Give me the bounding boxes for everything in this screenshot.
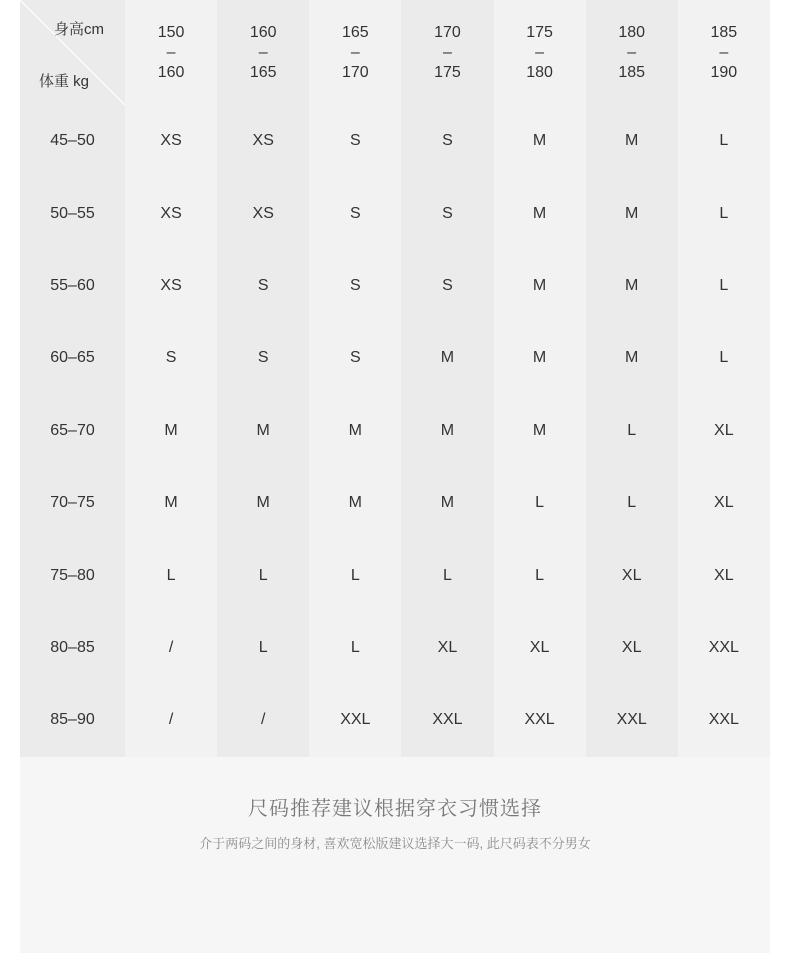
height-range-separator: – [166,43,176,61]
size-cell: L [309,612,401,684]
size-cell: M [494,322,586,394]
size-cell: XL [401,612,493,684]
weight-range-label: 65–70 [20,395,125,467]
size-cell: M [494,250,586,322]
height-range-from: 165 [341,23,369,41]
weight-range-label: 60–65 [20,322,125,394]
size-cell: L [494,539,586,611]
size-cell: M [217,467,309,539]
table-corner-header [20,0,125,105]
size-cell: S [309,177,401,249]
size-cell: M [494,395,586,467]
size-cell: XXL [678,684,770,756]
size-cell: L [586,395,678,467]
size-cell: M [309,395,401,467]
size-cell: / [125,684,217,756]
size-cell: XL [586,612,678,684]
size-cell: M [494,177,586,249]
size-cell: M [586,322,678,394]
size-cell: XS [125,250,217,322]
height-range-to: 185 [618,63,646,81]
height-range-from: 175 [526,23,553,41]
size-chart-table [20,0,770,757]
size-cell: XS [217,105,309,177]
height-range-header [586,0,678,105]
height-range-from: 180 [618,23,646,41]
height-range-to: 165 [249,63,277,81]
size-cell: XL [678,539,770,611]
footer-title: 尺码推荐建议根据穿衣习惯选择 [248,798,542,820]
size-cell: S [125,322,217,394]
height-range-separator: – [719,43,729,61]
size-cell: S [309,105,401,177]
size-cell: M [586,250,678,322]
size-cell: XXL [494,684,586,756]
size-cell: XS [217,177,309,249]
size-cell: L [217,612,309,684]
weight-axis-label: 体重 kg [39,73,90,90]
size-cell: L [125,539,217,611]
size-cell: L [678,322,770,394]
size-cell: L [678,105,770,177]
height-range-header [217,0,309,105]
height-range-header [309,0,401,105]
height-range-separator: – [442,43,452,61]
size-cell: XXL [309,684,401,756]
size-cell: S [401,250,493,322]
weight-range-label: 75–80 [20,539,125,611]
size-cell: M [125,395,217,467]
size-cell: L [217,539,309,611]
height-range-from: 150 [157,23,185,41]
size-cell: / [125,612,217,684]
weight-range-label: 50–55 [20,177,125,249]
height-range-separator: – [627,43,637,61]
size-cell: S [217,250,309,322]
size-cell: L [401,539,493,611]
size-cell: XL [678,395,770,467]
size-cell: S [309,322,401,394]
height-range-to: 160 [157,63,185,81]
height-range-header [678,0,770,105]
height-range-header [494,0,586,105]
size-cell: L [678,177,770,249]
size-cell: XXL [678,612,770,684]
size-cell: XS [125,105,217,177]
height-range-separator: – [258,43,268,61]
weight-range-label: 55–60 [20,250,125,322]
size-cell: XS [125,177,217,249]
size-cell: S [309,250,401,322]
weight-range-label: 70–75 [20,467,125,539]
size-cell: XL [586,539,678,611]
size-cell: XXL [401,684,493,756]
size-cell: M [217,395,309,467]
size-cell: XL [494,612,586,684]
size-cell: M [309,467,401,539]
size-cell: M [401,395,493,467]
size-cell: M [586,177,678,249]
height-range-from: 170 [434,23,461,41]
weight-range-label: 45–50 [20,105,125,177]
size-cell: / [217,684,309,756]
footer-note: 介于两码之间的身材, 喜欢宽松版建议选择大一码, 此尺码表不分男女 [199,836,591,851]
size-cell: XXL [586,684,678,756]
size-cell: S [401,177,493,249]
size-cell: M [401,467,493,539]
size-cell: L [586,467,678,539]
height-range-to: 190 [710,63,738,81]
size-cell: S [401,105,493,177]
size-cell: L [678,250,770,322]
size-cell: M [586,105,678,177]
size-cell: S [217,322,309,394]
height-range-separator: – [350,43,360,61]
size-cell: M [125,467,217,539]
weight-range-label: 80–85 [20,612,125,684]
height-range-to: 175 [434,63,461,81]
size-cell: XL [678,467,770,539]
size-cell: M [401,322,493,394]
height-range-from: 185 [710,23,738,41]
size-cell: L [494,467,586,539]
height-range-from: 160 [249,23,277,41]
height-range-to: 170 [341,63,369,81]
height-range-header [125,0,217,105]
size-cell: L [309,539,401,611]
height-axis-label: 身高cm [54,21,104,38]
height-range-separator: – [535,43,545,61]
height-range-header [401,0,493,105]
weight-range-label: 85–90 [20,684,125,756]
height-range-to: 180 [526,63,553,81]
size-cell: M [494,105,586,177]
